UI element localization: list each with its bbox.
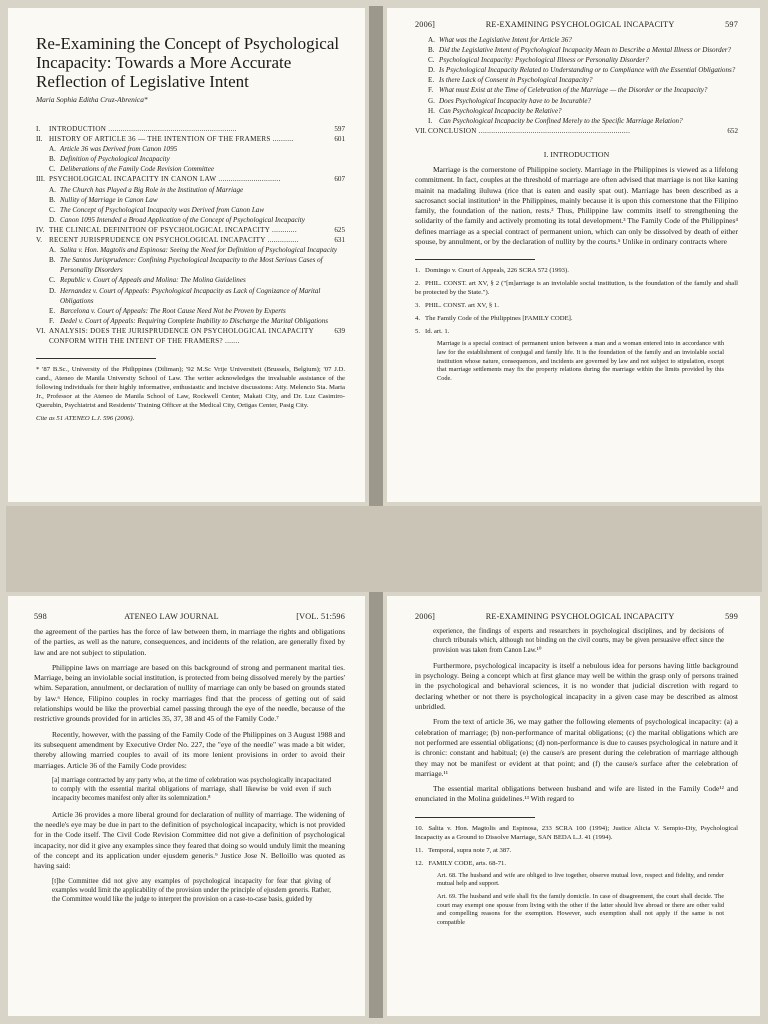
toc-entry-page: 639 bbox=[334, 326, 345, 335]
toc-entry-text: Can Psychological Incapacity be Confined Merely to the Specific Marriage Relation? bbox=[439, 116, 683, 125]
toc-entry bbox=[36, 195, 345, 205]
toc-entry-number: F. bbox=[49, 316, 55, 325]
toc-entry-page: 631 bbox=[334, 236, 345, 245]
toc-entry-text: Article 36 was Derived from Canon 1095 bbox=[60, 145, 178, 154]
body-paragraph: Recently, however, with the passing of the Family Code of the Philippines on 3 August 1988 and its subsequent amendment by Executive Order No. 227, the "eye of the needle" was made a bit wider, thereby allowing married couples to avail of its more lenient provisions in order to avoid their marriages. Article 36 of the Family Code provides: bbox=[34, 729, 345, 770]
article-title: Re-Examining the Concept of Psychological Incapacity: Towards a More Accurate Reflection of Legislative Intent bbox=[36, 34, 340, 91]
toc-entry-page: 652 bbox=[727, 126, 738, 135]
body-paragraph: Furthermore, psychological incapacity is itself a nebulous idea for persons having little background in psychology. Being a concept which at first glance may well be within the grasp only of persons trained in the psychological and behavioral sciences, it is no wonder that judicial discretion with regard to declaring whether or not there is psychological incapacity in a given case may be described as almost unbridled. bbox=[415, 660, 738, 712]
toc-entry-text: Canon 1095 Intended a Broad Application of the Concept of Psychological Incapacity bbox=[60, 215, 305, 224]
toc-entry-number: G. bbox=[428, 96, 435, 105]
footnote bbox=[415, 314, 738, 323]
toc-entry-number: C. bbox=[49, 165, 56, 174]
footnote-text: PHIL. CONST. art XV, § 2 ("[m]arriage is an inviolable social institution, is the foundation of the family and shall be protected by the State."). bbox=[415, 280, 738, 297]
running-header-title: RE-EXAMINING PSYCHOLOGICAL INCAPACITY bbox=[485, 612, 675, 621]
toc-entry-text: HISTORY OF ARTICLE 36 — THE INTENTION OF THE FRAMERS .......... bbox=[49, 135, 294, 144]
footnote-number: 11. bbox=[415, 846, 424, 854]
page-number: 597 bbox=[725, 20, 738, 29]
footnote-text: PHIL. CONST. art XV, § 1. bbox=[425, 302, 499, 310]
footnote-number: 3. bbox=[415, 302, 421, 310]
footnote bbox=[415, 266, 738, 275]
toc-entry-number: VII. bbox=[415, 126, 427, 135]
toc-entry-number: F. bbox=[428, 86, 434, 95]
toc-entry bbox=[36, 275, 345, 285]
toc-entry-text: Dedel v. Court of Appeals: Requiring Complete Inability to Discharge the Marital Obligations bbox=[60, 316, 329, 325]
toc-entry bbox=[415, 35, 738, 45]
toc-entry-text: Definition of Psychological Incapacity bbox=[60, 155, 170, 164]
toc-entry-number: C. bbox=[428, 56, 435, 65]
block-quote: [t]he Committee did not give any examples of psychological incapacity for fear that giving of examples would limit the applicability of the provision under the principle of ejusdem generis. Rather, the Committee would like the judge to interpret the provision on a case-to-case basis, guided by bbox=[52, 877, 331, 904]
footnote-text: The Family Code of the Philippines [FAMILY CODE]. bbox=[425, 315, 573, 323]
page-598 bbox=[8, 596, 365, 1016]
footnotes bbox=[415, 266, 738, 336]
toc-entry bbox=[36, 225, 345, 235]
page-number-left: 598 bbox=[34, 612, 47, 621]
toc-entry-text: Is there Lack of Consent in Psychological Incapacity? bbox=[439, 76, 593, 85]
footnote-text: Id. art. 1. bbox=[425, 328, 450, 336]
toc-entry bbox=[36, 326, 345, 346]
toc-entry-text: Does Psychological Incapacity have to be Incurable? bbox=[439, 96, 592, 105]
footnote-rule bbox=[36, 358, 156, 359]
toc-entry bbox=[36, 185, 345, 195]
toc-entry-number: I. bbox=[428, 116, 433, 125]
toc-entry-page: 597 bbox=[334, 125, 345, 133]
footnotes bbox=[415, 824, 738, 868]
page-597 bbox=[387, 8, 760, 502]
body-paragraph: the agreement of the parties has the force of law between them, in marriage the rights and obligations of the parties, as well as the nature, consequences, and incidents of the relation, are generally fixed by law and are not subject to stipulation. bbox=[34, 627, 345, 657]
footnote bbox=[415, 846, 738, 855]
page-599 bbox=[387, 596, 760, 1016]
footnote-number: 1. bbox=[415, 267, 421, 275]
footnote-quote: Marriage is a special contract of permanent union between a man and a woman entered into in accordance with law for the establishment of conjugal and family life. It is the foundation of the family and an inviolable social institution whose nature, consequences, and incidents are governed by law and not subject to stipulation, except that marriage settlements may fix the property relations during the marriage within the limits provided by this Code. bbox=[437, 340, 724, 382]
footnote bbox=[415, 279, 738, 297]
toc-entry bbox=[415, 106, 738, 116]
toc-entry bbox=[36, 286, 345, 306]
footnote-rule bbox=[415, 259, 535, 260]
footnote-number: 4. bbox=[415, 315, 421, 323]
toc-entry-number: H. bbox=[428, 106, 435, 115]
toc-entry-number: II. bbox=[36, 135, 43, 144]
toc-entry bbox=[415, 126, 738, 136]
toc-entry bbox=[36, 134, 345, 144]
toc-entry bbox=[36, 306, 345, 316]
running-header bbox=[34, 612, 345, 621]
body-paragraph: Marriage is the cornerstone of Philippine society. Marriage in the Philippines is viewed as a lifelong commitment. In fact, couples at the threshold of marriage are often advised that marriage is not like kaning mainit na madaling iluluwa (rice that is eaten and easily spat out). Marriage has been described as a sacrosanct social institution¹ in the Philippines, mainly because it is upon this cornerstone that the Filipino family, the foundation of the nation, rests.² Thus, Philippine law commits itself to strengthening the solidarity of the family and actively promoting its total development.³ The Family Code of the Philippines⁴ defines marriage as a special contract of permanent union, which can only be dissolved by death of either spouse, by annulment, or by the declaration of nullity by the courts.⁵ Unlike in ordinary contracts where bbox=[415, 164, 738, 247]
footnote-text: Temporal, supra note 7, at 387. bbox=[428, 846, 512, 854]
footnote-number: 2. bbox=[415, 280, 421, 288]
toc-entry-text: RECENT JURISPRUDENCE ON PSYCHOLOGICAL INCAPACITY ............... bbox=[49, 236, 299, 245]
running-header-left: 2006] bbox=[415, 612, 436, 621]
footnote-text: Domingo v. Court of Appeals, 226 SCRA 572 (1993). bbox=[425, 267, 569, 275]
toc-entry-text: Psychological Incapacity: Psychological Illness or Personality Disorder? bbox=[439, 56, 649, 65]
footnote-rule bbox=[415, 817, 535, 818]
page-596 bbox=[8, 8, 365, 502]
toc-entry-page: 625 bbox=[334, 225, 345, 234]
author-footnote: * '87 B.Sc., University of the Philippines (Diliman); '92 M.Sc Vrije Universiteit (Brussels, Belgium); '07 J.D. cand., Ateneo de Manila University School of Law. The writer acknowledges the invaluable assistance of the following individuals for their highly informative, enthusiastic and incisive discussions: Atty. Melencio Sta. Maria Jr., Professor at the Ateneo de Manila School of Law, Rockwell Center, Makati City, and Dr. Luz Casimiro-Querubin, Psychiatrist and Residents' Training Officer at the Medical City, Ortigas Center, Pasig City. bbox=[36, 366, 345, 410]
footnote-quote: Art. 68. The husband and wife are obliged to live together, observe mutual love, respect and fidelity, and render mutual help and support. bbox=[437, 871, 724, 888]
toc-entry bbox=[36, 174, 345, 184]
footnote bbox=[415, 327, 738, 336]
author-name: Maria Sophia Editha Cruz-Abrenica* bbox=[36, 95, 148, 104]
toc-entry-number: D. bbox=[428, 66, 435, 75]
toc-entry bbox=[36, 245, 345, 255]
block-quote: [a] marriage contracted by any party who, at the time of celebration was psychologically incapacitated to comply with the essential marital obligations of marriage, shall likewise be void even if such incapacity becomes manifest only after its solemnization.⁸ bbox=[52, 776, 331, 803]
toc-entry-text: INTRODUCTION .............................................................. bbox=[49, 125, 237, 133]
footnote bbox=[415, 824, 738, 842]
toc-entry-page: 601 bbox=[334, 135, 345, 144]
toc-entry-number: I. bbox=[36, 125, 41, 133]
citation-line: Cite as 51 ATENEO L.J. 596 (2006). bbox=[36, 415, 135, 423]
toc-entry-text: Republic v. Court of Appeals and Molina: The Molina Guidelines bbox=[60, 276, 246, 285]
toc-entry-text: Can Psychological Incapacity be Relative? bbox=[439, 106, 562, 115]
toc-entry-number: III. bbox=[36, 175, 45, 184]
toc-entry-number: B. bbox=[49, 256, 56, 265]
toc-entry-text: THE CLINICAL DEFINITION OF PSYCHOLOGICAL INCAPACITY ............ bbox=[49, 225, 297, 234]
toc-entry-number: E. bbox=[49, 306, 56, 315]
section-heading: I. INTRODUCTION bbox=[543, 149, 610, 159]
toc-entry bbox=[415, 75, 738, 85]
toc-entry-text: Barcelona v. Court of Appeals: The Root Cause Need Not be Proven by Experts bbox=[60, 306, 286, 315]
toc-entry bbox=[36, 235, 345, 245]
toc-entry bbox=[36, 124, 345, 134]
toc-entry-number: B. bbox=[49, 195, 56, 204]
toc-entry bbox=[36, 215, 345, 225]
toc-entry-number: B. bbox=[49, 155, 56, 164]
toc-entry bbox=[415, 116, 738, 126]
toc-entry bbox=[415, 55, 738, 65]
body-paragraph: From the text of article 36, we may gather the following elements of psychological incapacity: (a) a celebration of marriage; (b) non-performance of marital obligations; (c) the marital obligations which are not performed are essential obligations; (d) non-performance is due to causes psychological in nature and it is chronic: constant and habitual; (e) the cause/s are present during the celebration of marriage although they may not be manifest or evident at that point; and (f) the cause/s surface after the celebration of marriage.¹¹ bbox=[415, 717, 738, 778]
toc-entry-number: VI. bbox=[36, 326, 46, 335]
block-quote: experience, the findings of experts and researchers in psychological disciplines, and by decisions of church tribunals which, although not binding on the civil courts, may be given persuasive effect since the provision was taken from Canon Law.¹⁰ bbox=[433, 628, 724, 654]
toc-entry-text: Nullity of Marriage in Canon Law bbox=[60, 195, 158, 204]
toc-entry-text: PSYCHOLOGICAL INCAPACITY IN CANON LAW .............................. bbox=[49, 175, 281, 184]
toc-entry-number: D. bbox=[49, 215, 56, 224]
footnote-text: FAMILY CODE, arts. 68-71. bbox=[428, 859, 507, 867]
page-number: 599 bbox=[725, 612, 738, 621]
footnote-quote: Art. 69. The husband and wife shall fix the family domicile. In case of disagreement, the court shall decide. The court may exempt one spouse from living with the other if the latter should live abroad or there are other valid and compelling reasons for the exemption. However, such exemption shall not apply if the same is not compatible bbox=[437, 892, 724, 926]
toc-entry-number: C. bbox=[49, 276, 56, 285]
toc-entry-text: What was the Legislative Intent for Article 36? bbox=[439, 36, 572, 44]
toc-entry-text: Did the Legislative Intent of Psychological Incapacity Mean to Describe a Mental Illness or Disorder? bbox=[439, 46, 732, 55]
toc-entry-text: Is Psychological Incapacity Related to Understanding or to Compliance with the Essential Obligations? bbox=[439, 66, 736, 75]
toc-entry bbox=[415, 96, 738, 106]
table-of-contents bbox=[36, 124, 345, 346]
spread-gutter-horizontal bbox=[6, 506, 762, 592]
footnote-number: 12. bbox=[415, 859, 424, 867]
toc-entry-number: C. bbox=[49, 205, 56, 214]
toc-entry-number: B. bbox=[428, 46, 435, 55]
toc-entry-number: A. bbox=[49, 185, 56, 194]
toc-entry bbox=[36, 205, 345, 215]
toc-entry bbox=[36, 255, 345, 275]
running-header-title: RE-EXAMINING PSYCHOLOGICAL INCAPACITY bbox=[485, 20, 675, 29]
toc-entry bbox=[36, 154, 345, 164]
toc-entry bbox=[415, 65, 738, 75]
footnote-text: Salita v. Hon. Magtolis and Espinosa, 233 SCRA 100 (1994); Justice Alicia V. Sempio-Diy, Psychological Incapacity as a Ground to Dissolve Marriage, SAN BEDA L.J. 41 (1994). bbox=[415, 824, 738, 841]
toc-entry bbox=[36, 164, 345, 174]
footnote bbox=[415, 859, 738, 868]
footnote-number: 10. bbox=[415, 824, 424, 832]
body-paragraph: The essential marital obligations between husband and wife are listed in the Family Code¹² and enunciated in the Molina guidelines.¹³ With regard to bbox=[415, 784, 738, 804]
toc-entry bbox=[415, 85, 738, 95]
toc-entry-number: E. bbox=[428, 76, 435, 85]
toc-entry bbox=[36, 316, 345, 326]
toc-entry-number: A. bbox=[428, 36, 435, 44]
toc-entry-number: A. bbox=[49, 145, 56, 154]
running-header-title: ATENEO LAW JOURNAL bbox=[124, 612, 219, 621]
footnote-number: 5. bbox=[415, 328, 421, 336]
volume-label: [VOL. 51:596 bbox=[296, 612, 345, 621]
toc-entry-text: What must Exist at the Time of Celebration of the Marriage — the Disorder or the Incapacity? bbox=[439, 86, 708, 95]
toc-entry-number: A. bbox=[49, 246, 56, 255]
running-header bbox=[415, 612, 738, 621]
toc-entry-text: The Santos Jurisprudence: Confining Psychological Incapacity to the Most Serious Cases of Personality Disorders bbox=[60, 256, 323, 275]
toc-entry bbox=[36, 144, 345, 154]
table-of-contents-continued bbox=[415, 35, 738, 136]
toc-entry-text: Deliberations of the Family Code Revision Committee bbox=[60, 165, 215, 174]
toc-entry-page: 607 bbox=[334, 175, 345, 184]
toc-entry bbox=[415, 45, 738, 55]
body-paragraph: Philippine laws on marriage are based on this background of strong and permanent marital ties. Marriage, being an inviolable social institution, is protected from being dissolved merely by the parties' whim. Separation, annulment, or declaration of nullity of marriage can only be based on grounds stated by law.⁶ Hence, Filipino couples in rocky marriages find that the process of getting out of said relationships would be like the proverbial camel passing through the eye of the needle, because of the restrictive grounds provided for in articles 35, 37, 38 and 45 of the Family Code.⁷ bbox=[34, 662, 345, 724]
toc-entry-text: Salita v. Hon. Magtolis and Espinosa: Seeing the Need for Definition of Psychological Incapacity bbox=[60, 246, 338, 255]
toc-entry-text: ANALYSIS: DOES THE JURISPRUDENCE ON PSYCHOLOGICAL INCAPACITY CONFORM WITH THE INTENT OF THE FRAMERS? ....... bbox=[49, 326, 314, 345]
toc-entry-text: The Church has Played a Big Role in the Institution of Marriage bbox=[60, 185, 244, 194]
toc-entry-text: CONCLUSION ......................................................................... bbox=[428, 126, 631, 135]
toc-entry-text: The Concept of Psychological Incapacity was Derived from Canon Law bbox=[60, 205, 265, 214]
toc-entry-text: Hernandez v. Court of Appeals: Psychological Incapacity as Lack of Cognizance of Marital Obligations bbox=[60, 286, 321, 305]
running-header-left: 2006] bbox=[415, 20, 436, 29]
toc-entry-number: V. bbox=[36, 236, 42, 245]
body-paragraph: Article 36 provides a more liberal ground for declaration of nullity of marriage. The widening of the needle's eye may be due in part to the definition of psychological incapacity, which is not provided for in the Code itself. The Civil Code Revision Committee did not give a definition of psychological incapacity, nor did it give any examples since they feared that doing so would unduly limit the meaning of the concept and its application under ejusdem generis.⁹ Justice Jose N. Belloillo was quoted as having said: bbox=[34, 809, 345, 871]
running-header bbox=[415, 20, 738, 29]
toc-entry-number: IV. bbox=[36, 225, 45, 234]
toc-entry-number: D. bbox=[49, 286, 56, 295]
footnote bbox=[415, 301, 738, 310]
